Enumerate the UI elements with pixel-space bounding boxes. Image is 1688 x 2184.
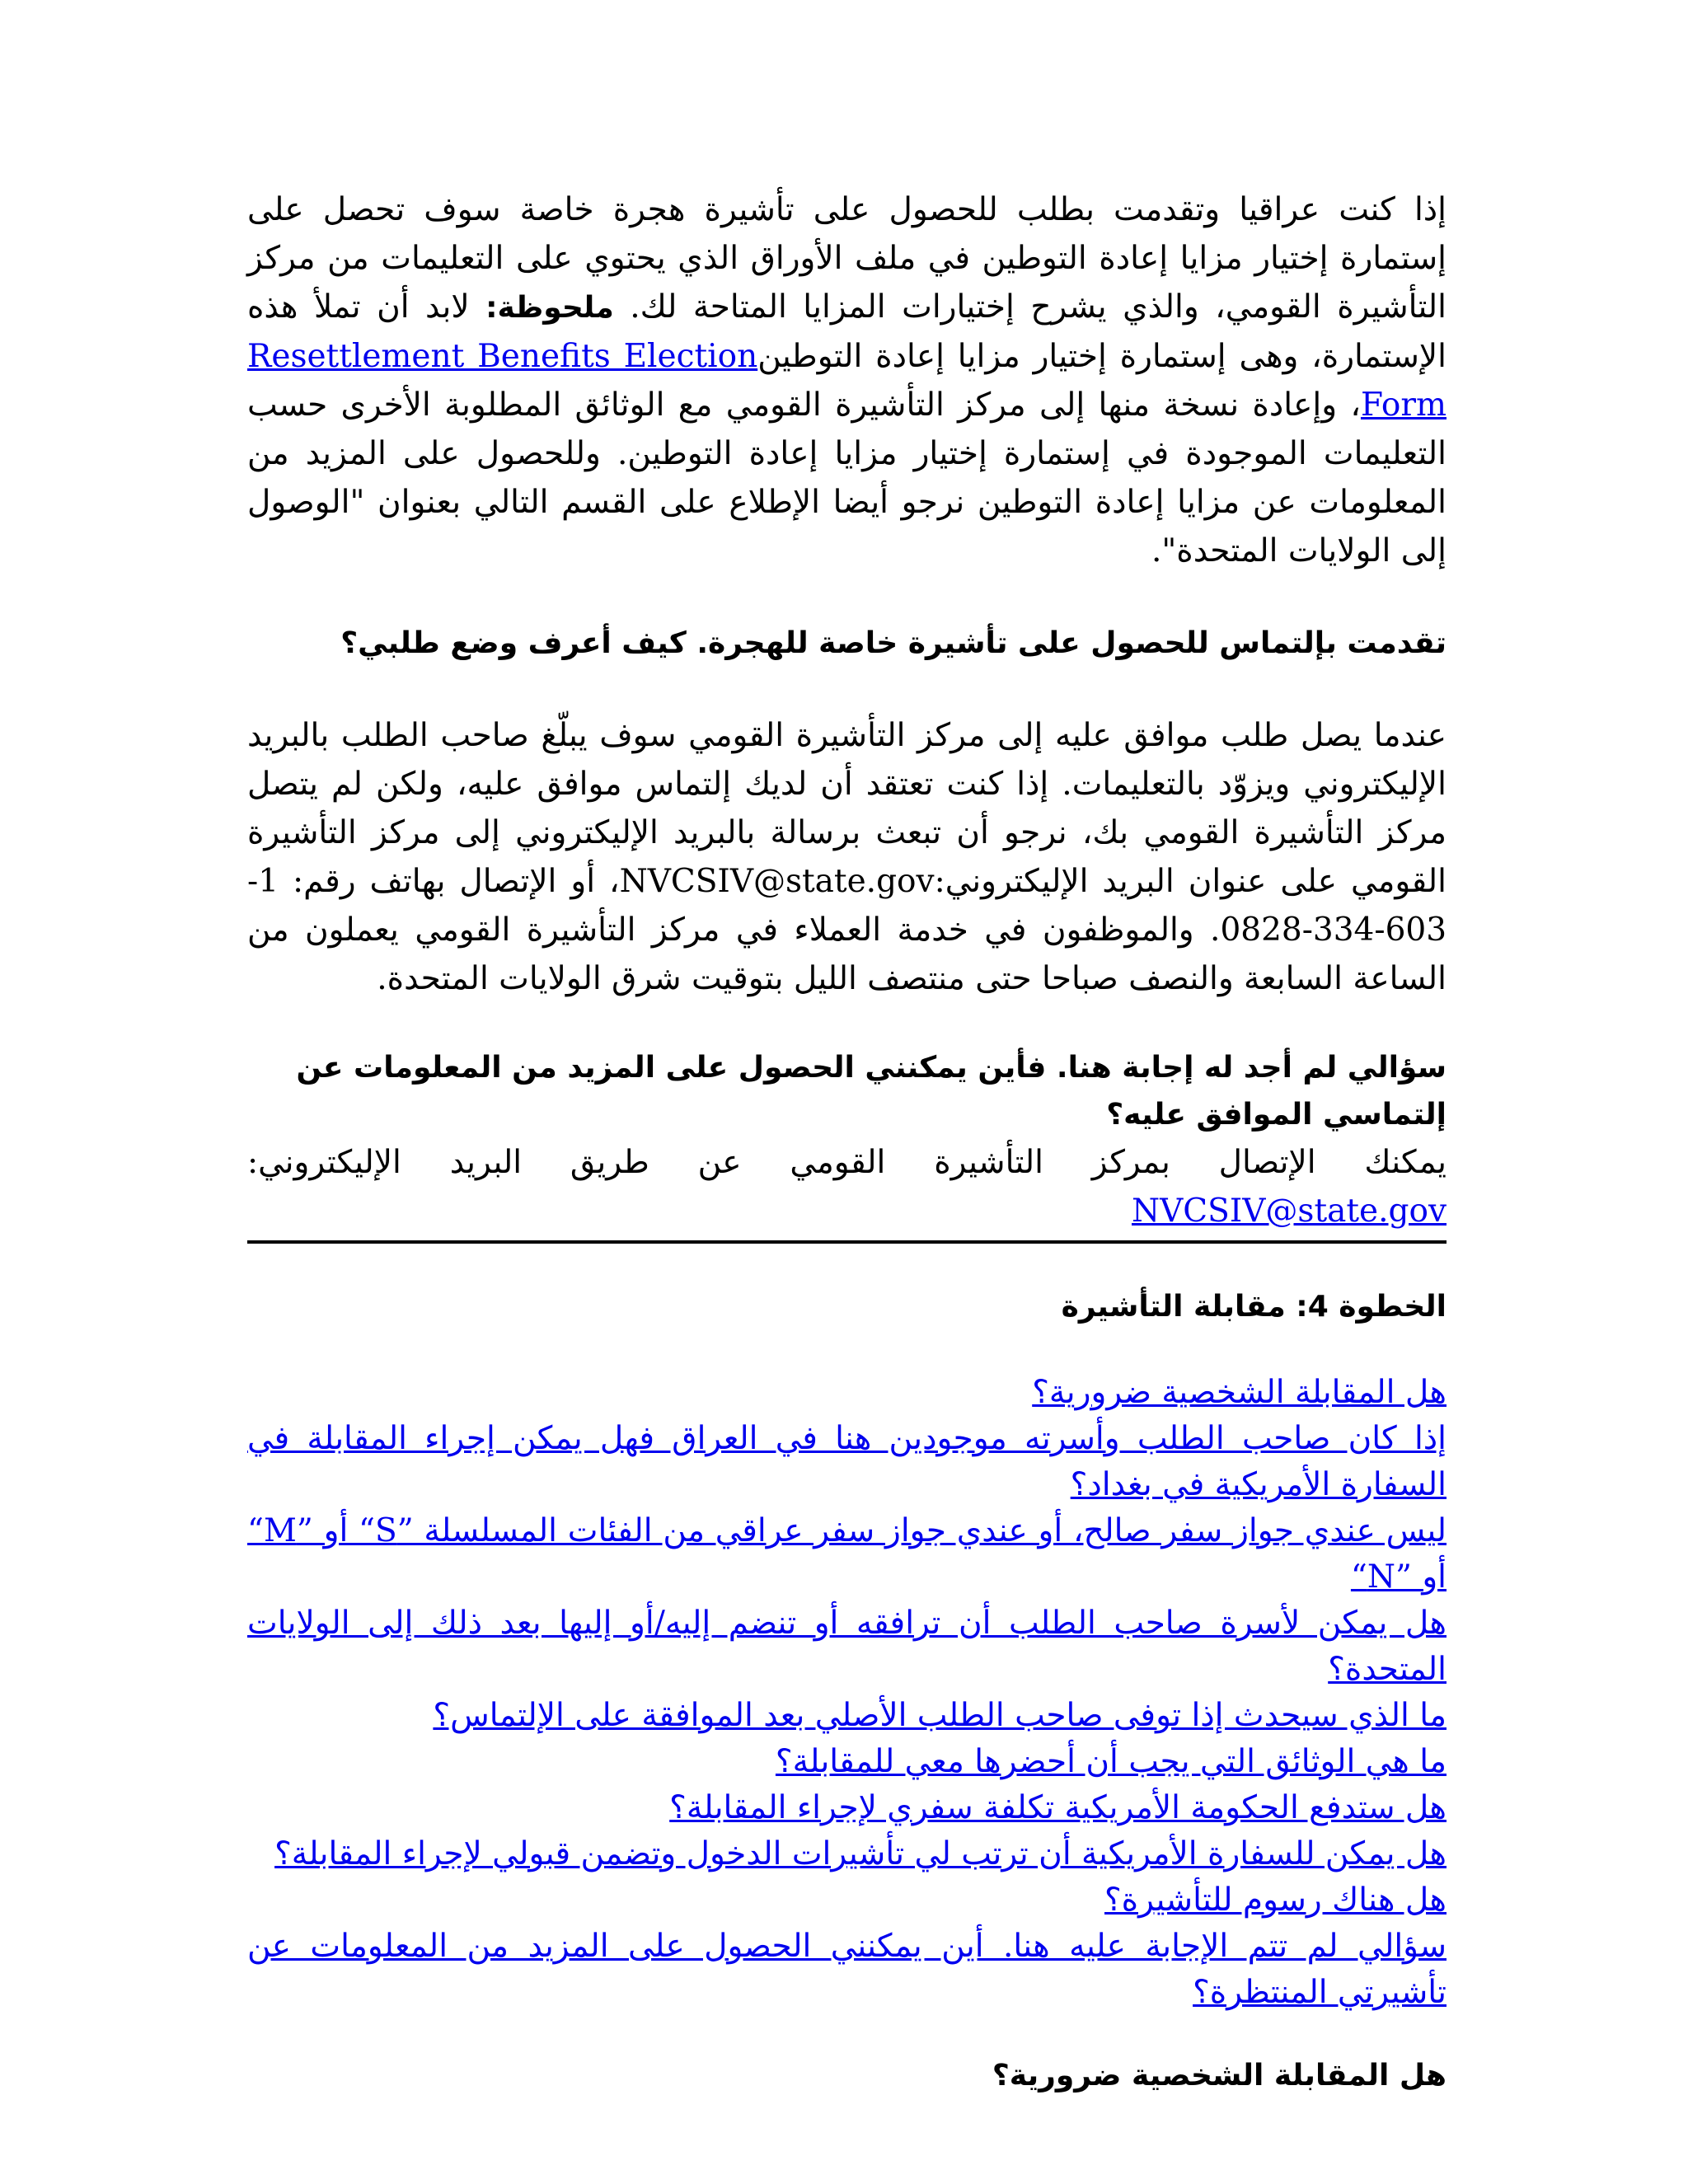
faq-link-visa-fees[interactable]: هل هناك رسوم للتأشيرة؟ [1104,1882,1447,1919]
faq-link-item [247,1601,1447,1693]
note-label: ملحوظة: [485,291,614,325]
intro-paragraph [247,185,1447,575]
intro-text-3: ، وإعادة نسخة منها إلى مركز التأشيرة القومي مع الوثائق المطلوبة الأخرى حسب التعليمات الموجودة في إستمارة إختيار مزايا إعادة التوطين. وللحصول على المزيد من المعلومات عن مزايا إعادة التوطين نرجو أيضا الإطلاع على القسم التالي بعنوان "الوصول إلى الولايات المتحدة". [247,387,1447,569]
faq-link-item [247,1370,1447,1416]
more-info-paragraph [247,1138,1447,1235]
faq-link-item [247,1877,1447,1924]
faq-link-item [247,1508,1447,1601]
faq-link-item [247,1416,1447,1508]
intro-text-1: إذا كنت عراقيا وتقدمت بطلب للحصول على تأشيرة هجرة خاصة سوف تحصل على إستمارة إختيار مزايا إعادة التوطين في ملف الأوراق الذي يحتوي على التعليمات من مركز التأشيرة القومي، والذي يشرح إختيارات المزايا المتاحة لك. [247,191,1447,326]
faq-link-more-info[interactable]: سؤالي لم تتم الإجابة عليه هنا. أين يمكنني الحصول على المزيد من المعلومات عن تأشيرتي المنتظرة؟ [247,1928,1447,2011]
faq-link-entry-visas[interactable]: هل يمكن للسفارة الأمريكية أن ترتب لي تأشيرات الدخول وتضمن قبولي لإجراء المقابلة؟ [274,1835,1447,1872]
faq-link-item [247,1693,1447,1739]
faq-link-interview-baghdad[interactable]: إذا كان صاحب الطلب وأسرته موجودين هنا في العراق فهل يمكن إجراء المقابلة في السفارة الأمريكية في بغداد؟ [247,1420,1447,1503]
more-info-text: يمكنك الإتصال بمركز التأشيرة القومي عن طريق البريد الإليكتروني: [247,1144,1447,1181]
status-paragraph [247,711,1447,1003]
faq-link-interview-required[interactable]: هل المقابلة الشخصية ضرورية؟ [1032,1374,1447,1411]
faq-link-documents[interactable]: ما هي الوثائق التي يجب أن أحضرها معي للمقابلة؟ [775,1743,1447,1780]
resettlement-form-link[interactable]: Resettlement Benefits Election Form [247,338,1447,424]
interview-heading: هل المقابلة الشخصية ضرورية؟ [992,2059,1447,2093]
status-heading: تقدمت بإلتماس للحصول على تأشيرة خاصة للهجرة. كيف أعرف وضع طلبي؟ [340,626,1447,660]
faq-link-item [247,1785,1447,1831]
faq-link-passport[interactable]: ليس عندي جواز سفر صالح، أو عندي جواز سفر عراقي من الفئات المسلسلة ”S“ أو ”M“ أو ”N“ [247,1512,1447,1596]
status-email: NVCSIV@state.gov [619,863,935,900]
faq-link-applicant-death[interactable]: ما الذي سيحدث إذا توفى صاحب الطلب الأصلي بعد الموافقة على الإلتماس؟ [433,1697,1447,1734]
faq-link-travel-cost[interactable]: هل ستدفع الحكومة الأمريكية تكلفة سفري لإجراء المقابلة؟ [669,1789,1447,1826]
faq-link-item [247,1831,1447,1877]
step4-heading: الخطوة 4: مقابلة التأشيرة [1061,1290,1447,1324]
intro-text-2: لابد أن تملأ هذه الإستمارة، وهى إستمارة إختيار مزايا إعادة التوطين [247,288,1447,375]
faq-link-item [247,1924,1447,2016]
status-text-2: ، أو الإتصال بهاتف رقم: 1-603-334-0828. والموظفون في خدمة العملاء في مركز التأشيرة القومي يعملون من الساعة السابعة والنصف صباحا حتى منتصف الليل بتوقيت شرق الولايات المتحدة. [247,863,1447,997]
faq-link-family[interactable]: هل يمكن لأسرة صاحب الطلب أن ترافقه أو تنضم إليه/أو إليها بعد ذلك إلى الولايات المتحدة؟ [247,1605,1447,1688]
faq-link-list [247,1370,1447,2016]
email-link[interactable]: NVCSIV@state.gov [1132,1193,1447,1230]
faq-link-item [247,1739,1447,1785]
document-page [247,185,1447,2099]
status-text-1: عندما يصل طلب موافق عليه إلى مركز التأشيرة القومي سوف يبلّغ صاحب الطلب بالبريد الإليكتروني ويزوّد بالتعليمات. إذا كنت تعتقد أن لديك إلتماس موافق عليه، ولكن لم يتصل مركز التأشيرة القومي بك، نرجو أن تبعث برسالة بالبريد الإليكتروني إلى مركز التأشيرة القومي على عنوان البريد الإليكتروني: [247,717,1447,900]
more-info-heading: سؤالي لم أجد له إجابة هنا. فأين يمكنني الحصول على المزيد من المعلومات عن إلتماسي الموافق عليه؟ [296,1051,1447,1132]
